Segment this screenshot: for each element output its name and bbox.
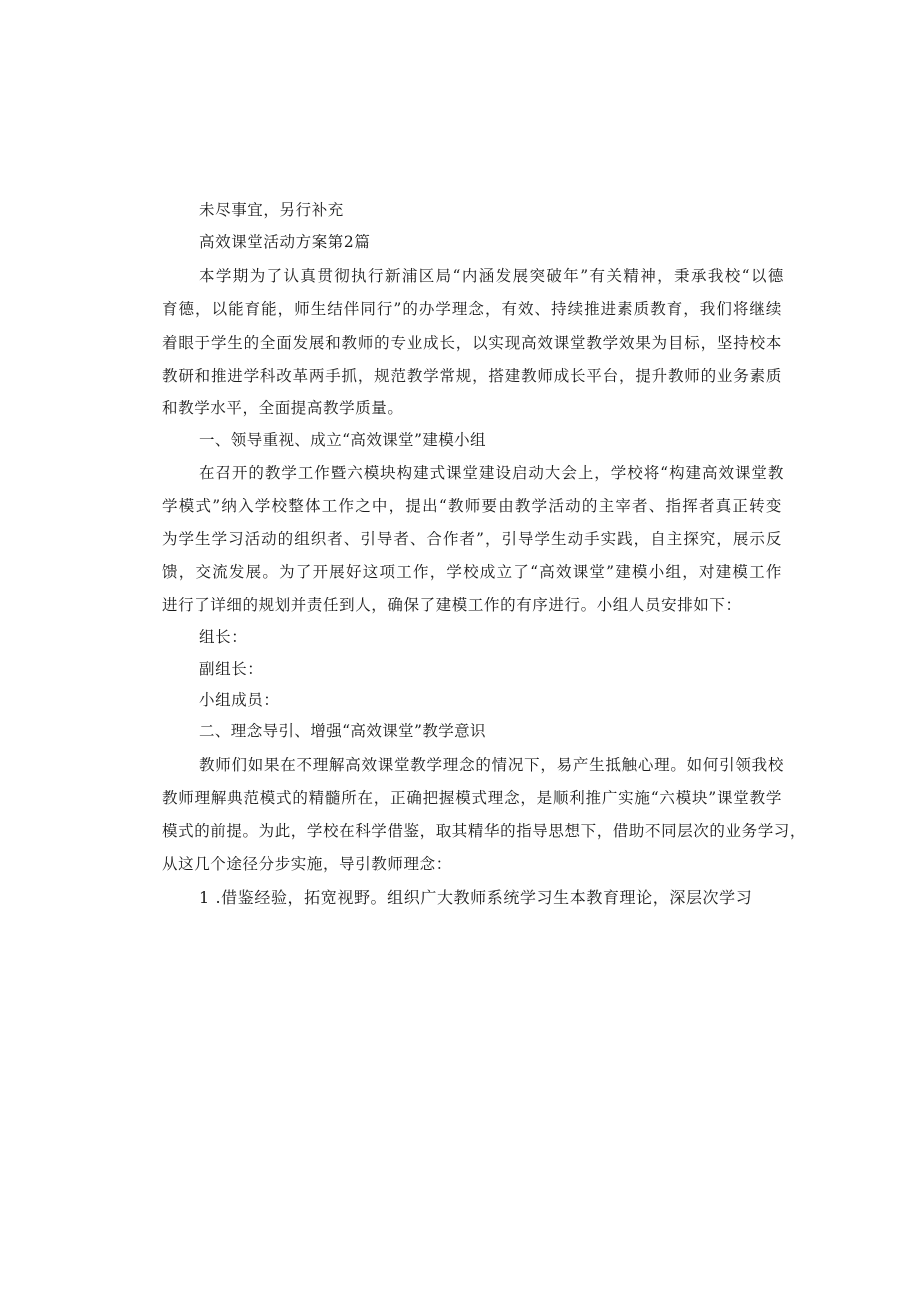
section1-paragraph-line: 馈，交流发展。为了开展好这项工作，学校成立了“高效课堂”建模小组，对建模工作 bbox=[162, 563, 782, 581]
closing-note: 未尽事宜，另行补充 bbox=[199, 201, 344, 219]
intro-paragraph-line: 育德，以能育能，师生结伴同行”的办学理念，有效、持续推进素质教育，我们将继续 bbox=[162, 300, 782, 318]
intro-paragraph-line: 本学期为了认真贯彻执行新浦区局“内涵发展突破年”有关精神，秉承我校“以德 bbox=[199, 267, 784, 285]
section1-paragraph-line: 学模式”纳入学校整体工作之中，提出“教师要由教学活动的主宰者、指挥者真正转变 bbox=[162, 497, 782, 515]
section2-paragraph-line: 教师们如果在不理解高效课堂教学理念的情况下，易产生抵触心理。如何引领我校 bbox=[199, 756, 784, 774]
intro-paragraph-line: 着眼于学生的全面发展和教师的专业成长，以实现高效课堂教学效果为目标，坚持校本 bbox=[162, 334, 782, 352]
intro-paragraph-line: 教研和推进学科改革两手抓，规范教学常规，搭建教师成长平台，提升教师的业务素质 bbox=[162, 367, 782, 385]
section2-paragraph-line: 从这几个途径分步实施，导引教师理念： bbox=[162, 855, 452, 873]
section1-paragraph-line: 进行了详细的规划并责任到人，确保了建模工作的有序进行。小组人员安排如下： bbox=[162, 596, 742, 614]
team-members-label: 小组成员： bbox=[199, 691, 280, 709]
intro-paragraph-line: 和教学水平，全面提高教学质量。 bbox=[162, 399, 404, 417]
team-leader-label: 组长： bbox=[199, 628, 248, 646]
deputy-leader-label: 副组长： bbox=[199, 660, 264, 678]
heading-concept: 二、理念导引、增强“高效课堂”教学意识 bbox=[199, 722, 486, 740]
section2-paragraph-line: 教师理解典范模式的精髓所在，正确把握模式理念，是顺利推广实施“六模块”课堂教学 bbox=[162, 789, 782, 807]
section2-paragraph-line: 模式的前提。为此，学校在科学借鉴，取其精华的指导思想下，借助不同层次的业务学习， bbox=[162, 822, 807, 840]
heading-leadership: 一、领导重视、成立“高效课堂”建模小组 bbox=[199, 431, 486, 449]
section-title: 高效课堂活动方案第2篇 bbox=[199, 233, 371, 251]
section1-paragraph-line: 为学生学习活动的组织者、引导者、合作者”，引导学生动手实践，自主探究，展示反 bbox=[162, 530, 782, 548]
list-item: 1 .借鉴经验，拓宽视野。组织广大教师系统学习生本教育理论，深层次学习 bbox=[199, 888, 753, 907]
section1-paragraph-line: 在召开的教学工作暨六模块构建式课堂建设启动大会上，学校将“构建高效课堂教 bbox=[199, 464, 784, 482]
